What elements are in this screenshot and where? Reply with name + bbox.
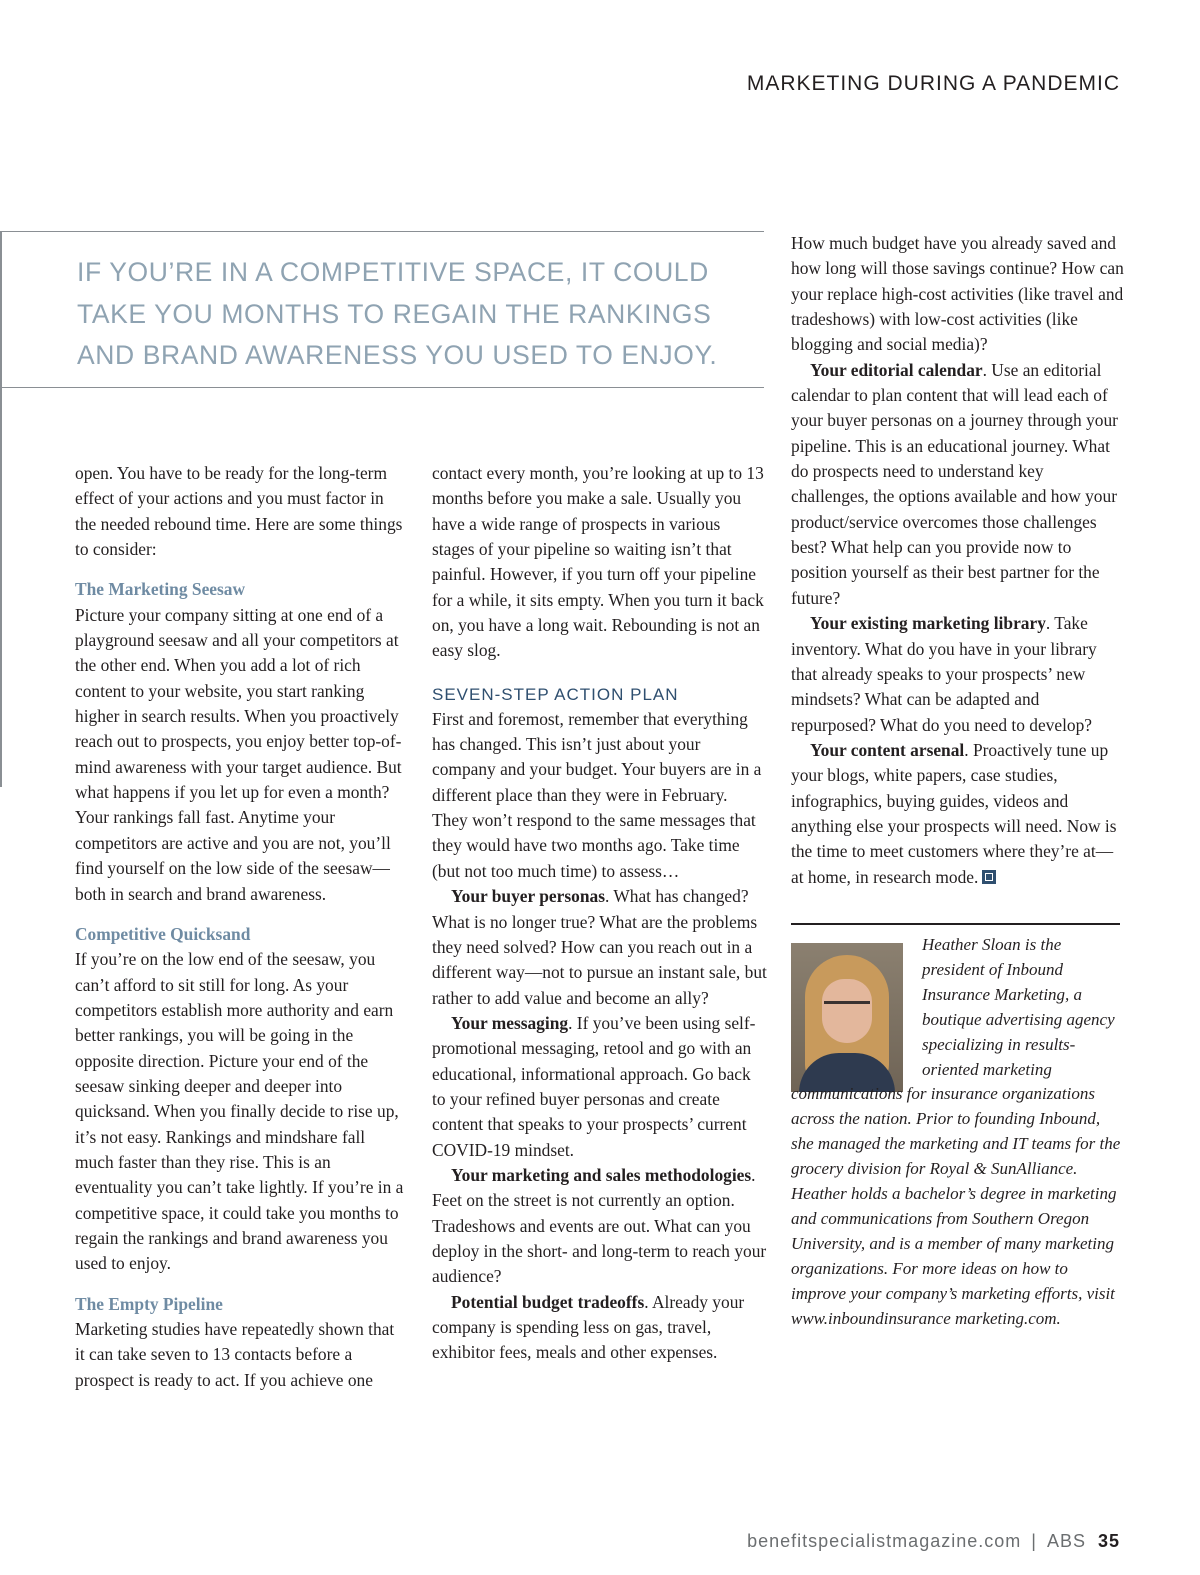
- quicksand-paragraph: If you’re on the low end of the seesaw, you can’t afford to sit still for long. As your competitors establish more authority and earn better rankings, you will be going in the opposite direction. Picture your end of the seesaw sinking deeper and deeper into quicksand. When you finally decide to rise up, it’s not easy. Rankings and mindshare fall much faster than they rise. This is an eventuality you can’t take lightly. If you’re in a competitive space, it could take you months to regain the rankings and brand awareness you used to enjoy.: [75, 949, 404, 1274]
- editorial-calendar-lead: Your editorial calendar: [810, 359, 983, 380]
- end-of-article-icon: [982, 870, 996, 884]
- bio-divider: [791, 923, 1120, 925]
- subhead-empty-pipeline: The Empty Pipeline: [75, 1293, 223, 1314]
- budget-paragraph: [432, 1290, 767, 1366]
- budget-continued: How much budget have you already saved and how long will those savings continue? How can your replace high-cost activities (like travel and tradeshows) with low-cost activities (like blogging and social media)?: [791, 233, 1124, 355]
- content-arsenal-lead: Your content arsenal: [810, 739, 965, 760]
- col1-intro: open. You have to be ready for the long-term effect of your actions and you must factor in the needed rebound time. Here are some things to consider:: [75, 463, 403, 560]
- action-plan-intro: First and foremost, remember that everything has changed. This isn’t just about your company and your budget. Your buyers are in a different place than they were in February. They won’t respond to the same messages that they would have two months ago. Take time (but not too much time) to assess…: [432, 708, 762, 881]
- subhead-marketing-seesaw: The Marketing Seesaw: [75, 579, 246, 600]
- methodologies-body: . Feet on the street is not currently an option. Tradeshows and events are out. What can you deploy in the short- and long-term to reach your audience?: [432, 1164, 767, 1287]
- author-bio-text: Heather Sloan is the president of Inbound Insurance Marketing, a boutique advertising agency specializing in results-oriented marketing communications for insurance organizations across the nation. Prior to founding Inbound, she managed the marketing and IT teams for the grocery division for Royal & SunAlliance. Heather holds a bachelor’s degree in marketing and communications from Southern Oregon University, and is a member of many marketing organizations. For more ideas on how to improve your company’s marketing efforts, visit www.inboundinsurance marketing.com.: [791, 935, 1121, 1328]
- section-heading-action-plan: SEVEN-STEP ACTION PLAN: [432, 684, 679, 704]
- column-3: [791, 231, 1124, 890]
- marketing-library-body: . Take inventory. What do you have in your library that already speaks to your prospects’ new mindsets? What can be adapted and repurposed? What do you need to develop?: [791, 613, 1097, 735]
- column-1: [75, 461, 408, 1393]
- marketing-library-lead: Your existing marketing library: [810, 613, 1046, 634]
- running-head: MARKETING DURING A PANDEMIC: [746, 72, 1120, 95]
- messaging-body: . If you’ve been using self-promotional messaging, retool and go with an educational, informational approach. Go back to your refined buyer personas and create content that speaks to your prospects’ current COVID-19 mindset.: [432, 1012, 756, 1160]
- content-arsenal-paragraph: [791, 738, 1124, 890]
- footer-separator: |: [1031, 1531, 1037, 1551]
- methodologies-paragraph: [432, 1163, 767, 1290]
- page-footer: [747, 1531, 1120, 1552]
- budget-body: . Already your company is spending less on gas, travel, exhibitor fees, meals and other expenses.: [432, 1291, 745, 1363]
- buyer-personas-body: . What has changed? What is no longer true? What are the problems they need solved? How can you reach out in a different way—not to pursue an instant sale, but rather to add value and become an ally?: [432, 886, 767, 1008]
- seesaw-paragraph: Picture your company sitting at one end of a playground seesaw and all your competitors at the other end. When you add a lot of rich content to your website, you start ranking higher in search results. When you proactively reach out to prospects, you enjoy better top-of-mind awareness with your target audience. But what happens if you let up for even a month? Your rankings fall fast. Anytime your competitors are active and you are not, you’ll find yourself on the low side of the seesaw—both in search and brand awareness.: [75, 604, 402, 904]
- footer-website: benefitspecialistmagazine.com: [747, 1531, 1022, 1551]
- pull-quote-side-rule: [0, 232, 2, 787]
- marketing-library-paragraph: [791, 611, 1124, 738]
- editorial-calendar-paragraph: [791, 358, 1124, 611]
- footer-magazine: ABS: [1046, 1531, 1086, 1551]
- author-bio: [791, 933, 1122, 1332]
- pipeline-continued: contact every month, you’re looking at up to 13 months before you make a sale. Usually you have a wide range of prospects in various stages of your pipeline so waiting isn’t that painful. However, if you turn off your pipeline for a while, it sits empty. When you turn it back on, you have a long wait. Rebounding is not an easy slog.: [432, 463, 764, 661]
- buyer-personas-lead: Your buyer personas: [451, 886, 605, 907]
- buyer-personas-paragraph: [432, 884, 767, 1011]
- pipeline-paragraph: Marketing studies have repeatedly shown that it can take seven to 13 contacts before a prospect is ready to act. If you achieve one: [75, 1319, 395, 1390]
- methodologies-lead: Your marketing and sales methodologies: [451, 1164, 752, 1185]
- content-arsenal-body: . Proactively tune up your blogs, white papers, case studies, infographics, buying guides, videos and anything else your prospects will need. Now is the time to meet customers where they’re at—at home, in research mode.: [791, 739, 1117, 887]
- budget-lead: Potential budget tradeoffs: [451, 1291, 645, 1312]
- pull-quote: [0, 231, 764, 388]
- messaging-paragraph: [432, 1011, 767, 1163]
- pull-quote-text: IF YOU’RE IN A COMPETITIVE SPACE, IT COULD TAKE YOU MONTHS TO REGAIN THE RANKINGS AND BRAND AWARENESS YOU USED TO ENJOY.: [77, 257, 718, 370]
- messaging-lead: Your messaging: [451, 1012, 569, 1033]
- column-2: [432, 461, 767, 1366]
- editorial-calendar-body: . Use an editorial calendar to plan content that will lead each of your buyer personas on a journey through your pipeline. This is an educational journey. What do prospects need to understand key challenges, the options available and how your product/service overcomes those challenges best? What help can you provide now to position yourself as their best partner for the future?: [791, 359, 1118, 608]
- page-number: 35: [1097, 1531, 1120, 1551]
- subhead-competitive-quicksand: Competitive Quicksand: [75, 923, 251, 944]
